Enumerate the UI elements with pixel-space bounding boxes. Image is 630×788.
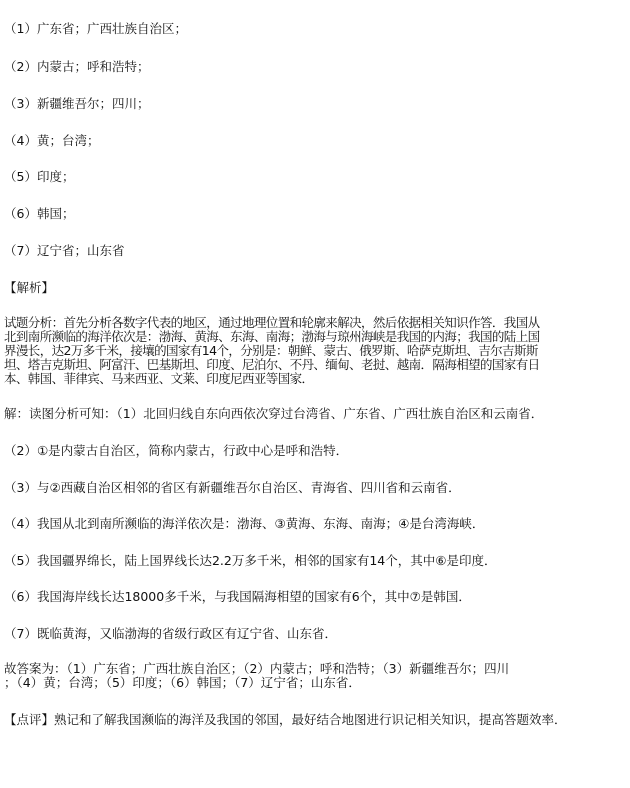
- analysis-paragraph: [4, 316, 626, 386]
- solution-line-1: 解：读图分析可知：（1）北回归线自东向西依次穿过台湾省、广东省、广西壮族自治区和云南省．: [4, 406, 544, 421]
- analysis-line: 北到南所濒临的海洋依次是：渤海、黄海、东海、南海；渤海与琼州海峡是我国的内海；我国的陆上国: [4, 330, 540, 344]
- final-answer-line: 故答案为：（1）广东省；广西壮族自治区；（2）内蒙古；呼和浩特；（3）新疆维吾尔；四川: [4, 662, 510, 676]
- comment: 【点评】熟记和了解我国濒临的海洋及我国的邻国，最好结合地图进行识记相关知识，提高答题效率．: [4, 712, 567, 727]
- solution-line-6: （6）我国海岸线长达18000多千米，与我国隔海相望的国家有6个，其中⑦是韩国．: [4, 589, 471, 604]
- analysis-line: 试题分析：首先分析各数字代表的地区，通过地理位置和轮廓来解决，然后依据相关知识作答．我国从: [4, 316, 540, 330]
- solution-line-7: （7）既临黄海，又临渤海的省级行政区有辽宁省、山东省．: [4, 626, 337, 641]
- answer-item-1: （1）广东省；广西壮族自治区；: [4, 21, 187, 36]
- analysis-line: 界漫长，达2万多千米，接壤的国家有14个，分别是：朝鲜、蒙古、俄罗斯、哈萨克斯坦、吉尔吉斯斯: [4, 344, 538, 358]
- final-answer: [4, 662, 626, 690]
- final-answer-line: ；（4）黄；台湾；（5）印度；（6）韩国；（7）辽宁省；山东省．: [4, 676, 361, 690]
- answer-item-6: （6）韩国；: [4, 206, 75, 221]
- answer-item-2: （2）内蒙古；呼和浩特；: [4, 59, 150, 74]
- analysis-heading: 【解析】: [4, 280, 55, 295]
- answer-item-4: （4）黄；台湾；: [4, 133, 100, 148]
- answer-item-5: （5）印度；: [4, 169, 75, 184]
- analysis-line: 本、韩国、菲律宾、马来西亚、文莱、印度尼西亚等国家．: [4, 372, 314, 386]
- answer-item-3: （3）新疆维吾尔；四川；: [4, 96, 150, 111]
- analysis-line: 坦、塔吉克斯坦、阿富汗、巴基斯坦、印度、尼泊尔、不丹、缅甸、老挝、越南．隔海相望的国家有日: [4, 358, 540, 372]
- solution-line-2: （2）①是内蒙古自治区，简称内蒙古，行政中心是呼和浩特．: [4, 443, 349, 458]
- solution-line-5: （5）我国疆界绵长，陆上国界线长达2.2万多千米，相邻的国家有14个，其中⑥是印度．: [4, 553, 497, 568]
- answer-item-7: （7）辽宁省；山东省: [4, 243, 125, 258]
- solution-line-4: （4）我国从北到南所濒临的海洋依次是：渤海、③黄海、东海、南海；④是台湾海峡．: [4, 516, 485, 531]
- solution-line-3: （3）与②西藏自治区相邻的省区有新疆维吾尔自治区、青海省、四川省和云南省．: [4, 480, 461, 495]
